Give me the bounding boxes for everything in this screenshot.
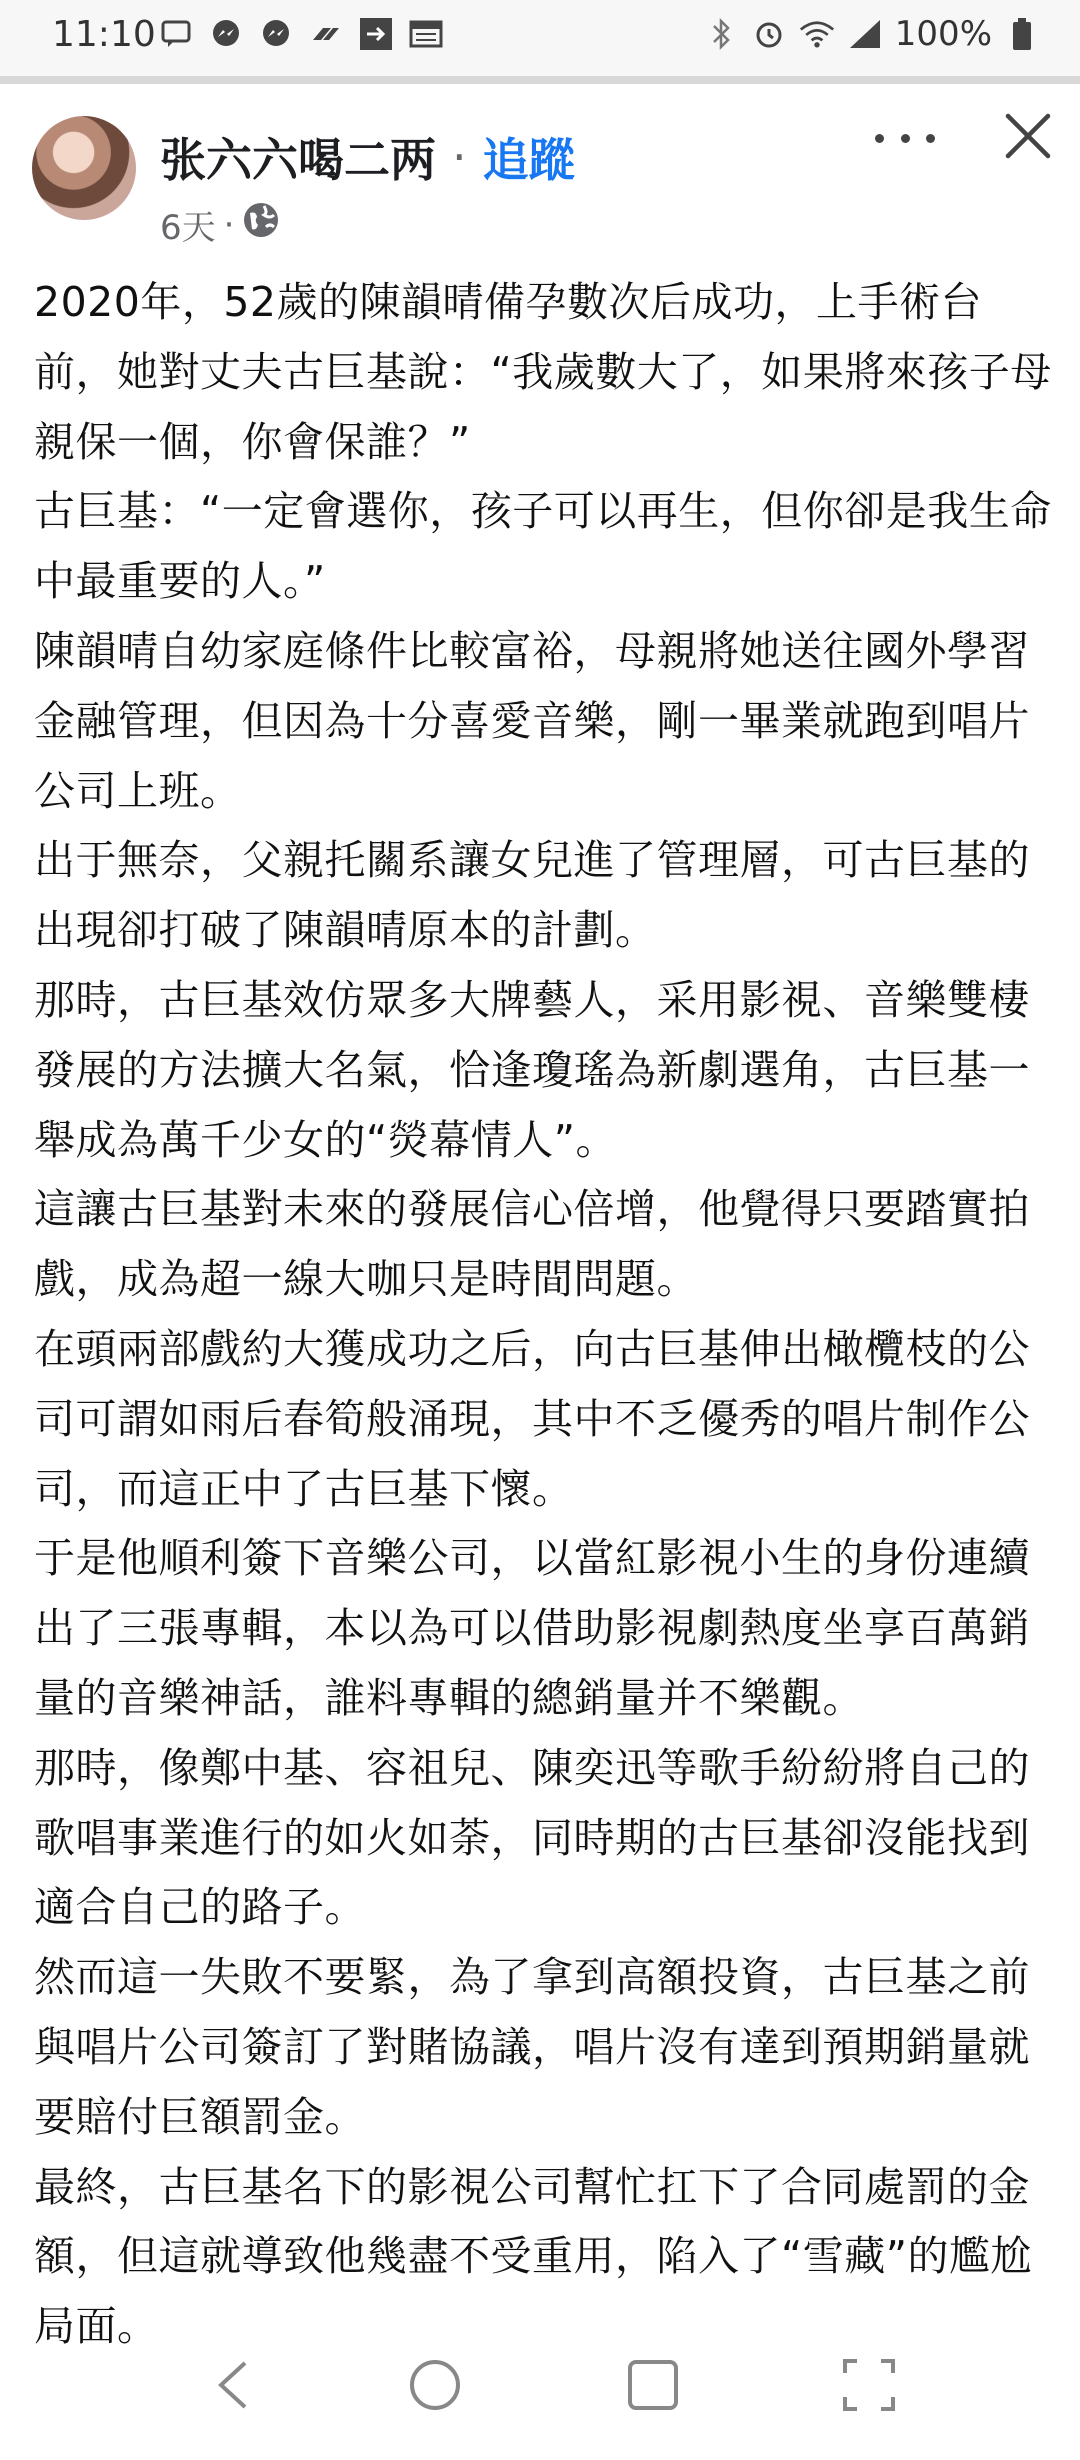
status-time: 11:10 bbox=[52, 14, 156, 55]
more-dot bbox=[926, 134, 935, 143]
post-paragraph: 這讓古巨基對未來的發展信心倍增，他覺得只要踏實拍戲，成為超一線大咖只是時間問題。 bbox=[34, 1185, 1030, 1304]
wifi-icon bbox=[799, 16, 835, 52]
meta-separator: · bbox=[223, 204, 235, 245]
news-icon bbox=[408, 16, 444, 52]
separator: · bbox=[452, 130, 467, 184]
post-paragraph: 于是他順利簽下音樂公司，以當紅影視小生的身份連續出了三張專輯，本以為可以借助影視劇熱度坐享百萬銷量的音樂神話，誰料專輯的總銷量并不樂觀。 bbox=[34, 1534, 1030, 1722]
author-name[interactable]: 张六六喝二两 bbox=[160, 133, 436, 187]
signal-icon bbox=[847, 16, 883, 52]
post-time[interactable]: 6天 bbox=[160, 208, 216, 248]
avatar[interactable] bbox=[32, 116, 136, 220]
notification-icons bbox=[158, 16, 444, 52]
post-paragraph: 2020年，52歲的陳韻晴備孕數次后成功，上手術台前，她對丈夫古巨基說：“我歲數大了，如果將來孩子母親保一個，你會保誰？” bbox=[34, 278, 1052, 466]
battery-percent: 100% bbox=[894, 14, 992, 54]
more-dot bbox=[901, 134, 910, 143]
battery-icon bbox=[1004, 16, 1040, 52]
recents-icon[interactable] bbox=[618, 2350, 688, 2420]
post-header bbox=[160, 124, 575, 190]
screenshot-icon[interactable] bbox=[834, 2350, 904, 2420]
post-paragraph: 最終，古巨基名下的影視公司幫忙扛下了合同處罰的金額，但這就導致他幾盡不受重用，陷入了“雪藏”的尷尬局面。 bbox=[34, 2162, 1032, 2351]
chat-icon bbox=[158, 16, 194, 52]
system-icons bbox=[703, 14, 1040, 54]
share-icon bbox=[358, 16, 394, 52]
globe-icon bbox=[242, 201, 280, 248]
more-options-button[interactable] bbox=[875, 118, 935, 158]
follow-button[interactable]: 追蹤 bbox=[482, 133, 575, 187]
post-paragraph: 古巨基：“一定會選你，孩子可以再生，但你卻是我生命中最重要的人。” bbox=[34, 487, 1052, 606]
post-paragraph: 陳韻晴自幼家庭條件比較富裕，母親將她送往國外學習金融管理，但因為十分喜愛音樂，剛一畢業就跑到唱片公司上班。 bbox=[34, 626, 1030, 815]
home-icon[interactable] bbox=[400, 2350, 470, 2420]
back-icon[interactable] bbox=[200, 2350, 270, 2420]
post-body bbox=[34, 268, 1054, 2362]
divider bbox=[0, 76, 1080, 84]
post-meta bbox=[160, 200, 280, 249]
link-icon bbox=[308, 16, 344, 52]
navigation-bar bbox=[0, 2310, 1080, 2460]
post-paragraph: 在頭兩部戲約大獲成功之后，向古巨基伸出橄欖枝的公司可謂如雨后春筍般涌現，其中不乏優秀的唱片制作公司，而這正中了古巨基下懷。 bbox=[34, 1324, 1030, 1513]
post-paragraph: 出于無奈，父親托關系讓女兒進了管理層，可古巨基的出現卻打破了陳韻晴原本的計劃。 bbox=[34, 836, 1030, 955]
messenger-icon bbox=[208, 16, 244, 52]
post-paragraph: 那時，古巨基效仿眾多大牌藝人，采用影視、音樂雙棲發展的方法擴大名氣，恰逢瓊瑤為新劇選角，古巨基一舉成為萬千少女的“熒幕情人”。 bbox=[34, 975, 1030, 1164]
alarm-icon bbox=[751, 16, 787, 52]
bluetooth-icon bbox=[703, 16, 739, 52]
messenger-icon bbox=[258, 16, 294, 52]
more-dot bbox=[875, 134, 884, 143]
close-icon[interactable] bbox=[1000, 108, 1056, 164]
post-paragraph: 那時，像鄭中基、容祖兒、陳奕迅等歌手紛紛將自己的歌唱事業進行的如火如荼，同時期的古巨基卻沒能找到適合自己的路子。 bbox=[34, 1743, 1030, 1932]
status-bar bbox=[0, 0, 1080, 76]
post-paragraph: 然而這一失敗不要緊，為了拿到高額投資，古巨基之前與唱片公司簽訂了對賭協議，唱片沒有達到預期銷量就要賠付巨額罰金。 bbox=[34, 1953, 1030, 2141]
